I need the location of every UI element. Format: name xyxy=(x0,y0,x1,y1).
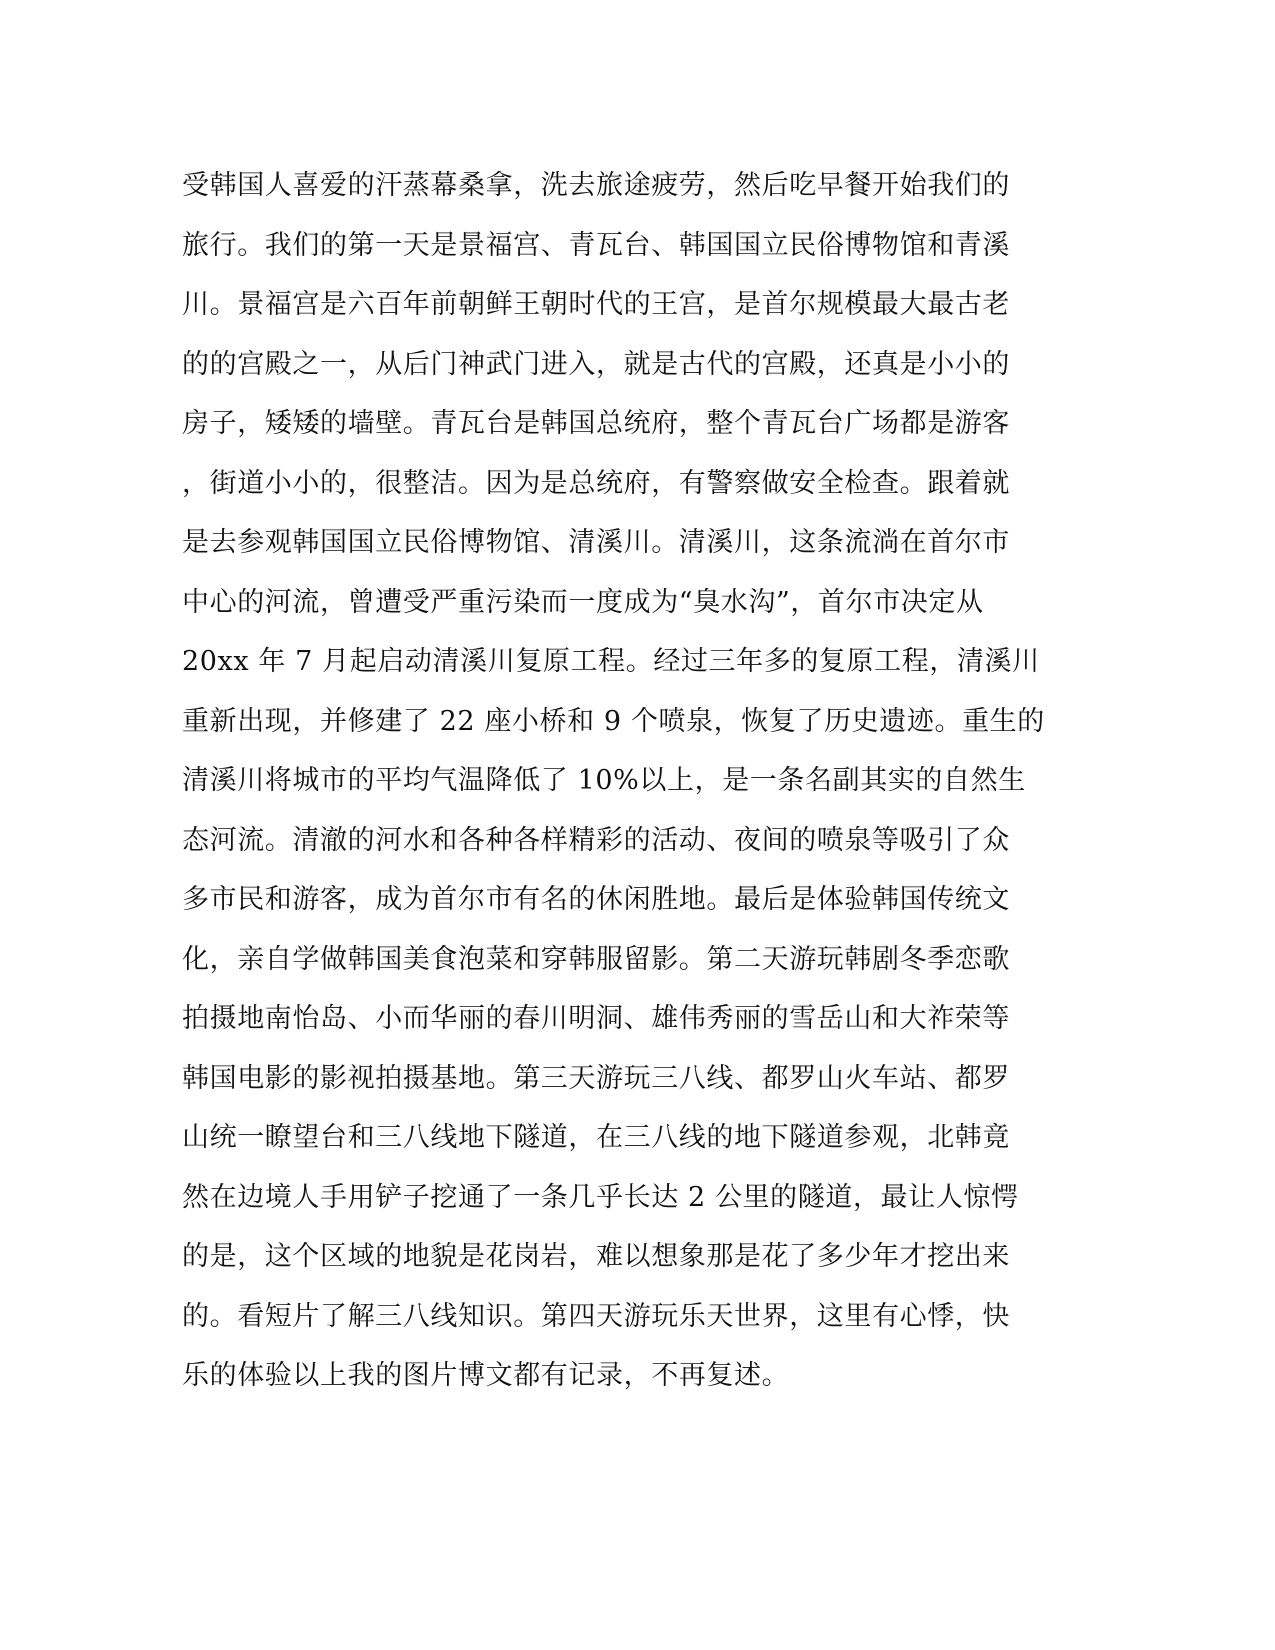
text-line: 中心的河流，曾遭受严重污染而一度成为“臭水沟”，首尔市决定从 xyxy=(182,586,984,618)
text-line: 重新出现，并修建了 22 座小桥和 9 个喷泉，恢复了历史遗迹。重生的 xyxy=(182,705,1045,737)
body-paragraph xyxy=(182,156,1045,1406)
text-line: 房子，矮矮的墙壁。青瓦台是韩国总统府，整个青瓦台广场都是游客 xyxy=(182,408,1010,439)
text-line: 受韩国人喜爱的汗蒸幕桑拿，洗去旅途疲劳，然后吃早餐开始我们的 xyxy=(182,170,1010,201)
text-line: 是去参观韩国国立民俗博物馆、清溪川。清溪川，这条流淌在首尔市 xyxy=(182,527,1010,558)
text-line: 的的宫殿之一，从后门神武门进入，就是古代的宫殿，还真是小小的 xyxy=(182,348,1010,380)
text-line: 20xx 年 7 月起启动清溪川复原工程。经过三年多的复原工程，清溪川 xyxy=(182,646,1040,677)
text-line: 化，亲自学做韩国美食泡菜和穿韩服留影。第二天游玩韩剧冬季恋歌 xyxy=(182,943,1010,975)
text-line: 拍摄地南怡岛、小而华丽的春川明洞、雄伟秀丽的雪岳山和大祚荣等 xyxy=(182,1003,1010,1034)
text-line: 的是，这个区域的地貌是花岗岩，难以想象那是花了多少年才挖出来 xyxy=(182,1241,1010,1272)
text-line: 旅行。我们的第一天是景福宫、青瓦台、韩国国立民俗博物馆和青溪 xyxy=(182,229,1010,261)
text-line: 清溪川将城市的平均气温降低了 10%以上，是一条名副其实的自然生 xyxy=(182,765,1026,796)
text-line: 多市民和游客，成为首尔市有名的休闲胜地。最后是体验韩国传统文 xyxy=(182,884,1010,915)
text-line: 乐的体验以上我的图片博文都有记录，不再复述。 xyxy=(182,1360,790,1391)
text-line: 然在边境人手用铲子挖通了一条几乎长达 2 公里的隧道，最让人惊愕 xyxy=(182,1181,1019,1213)
text-line: 的。看短片了解三八线知识。第四天游玩乐天世界，这里有心悸，快 xyxy=(182,1300,1010,1332)
text-line: 山统一瞭望台和三八线地下隧道，在三八线的地下隧道参观，北韩竟 xyxy=(182,1122,1010,1153)
text-line: ，街道小小的，很整洁。因为是总统府，有警察做安全检查。跟着就 xyxy=(182,467,1010,499)
text-line: 态河流。清澈的河水和各种各样精彩的活动、夜间的喷泉等吸引了众 xyxy=(182,824,1010,856)
text-line: 韩国电影的影视拍摄基地。第三天游玩三八线、都罗山火车站、都罗 xyxy=(182,1062,1010,1094)
text-line: 川。景福宫是六百年前朝鲜王朝时代的王宫，是首尔规模最大最古老 xyxy=(182,289,1010,320)
